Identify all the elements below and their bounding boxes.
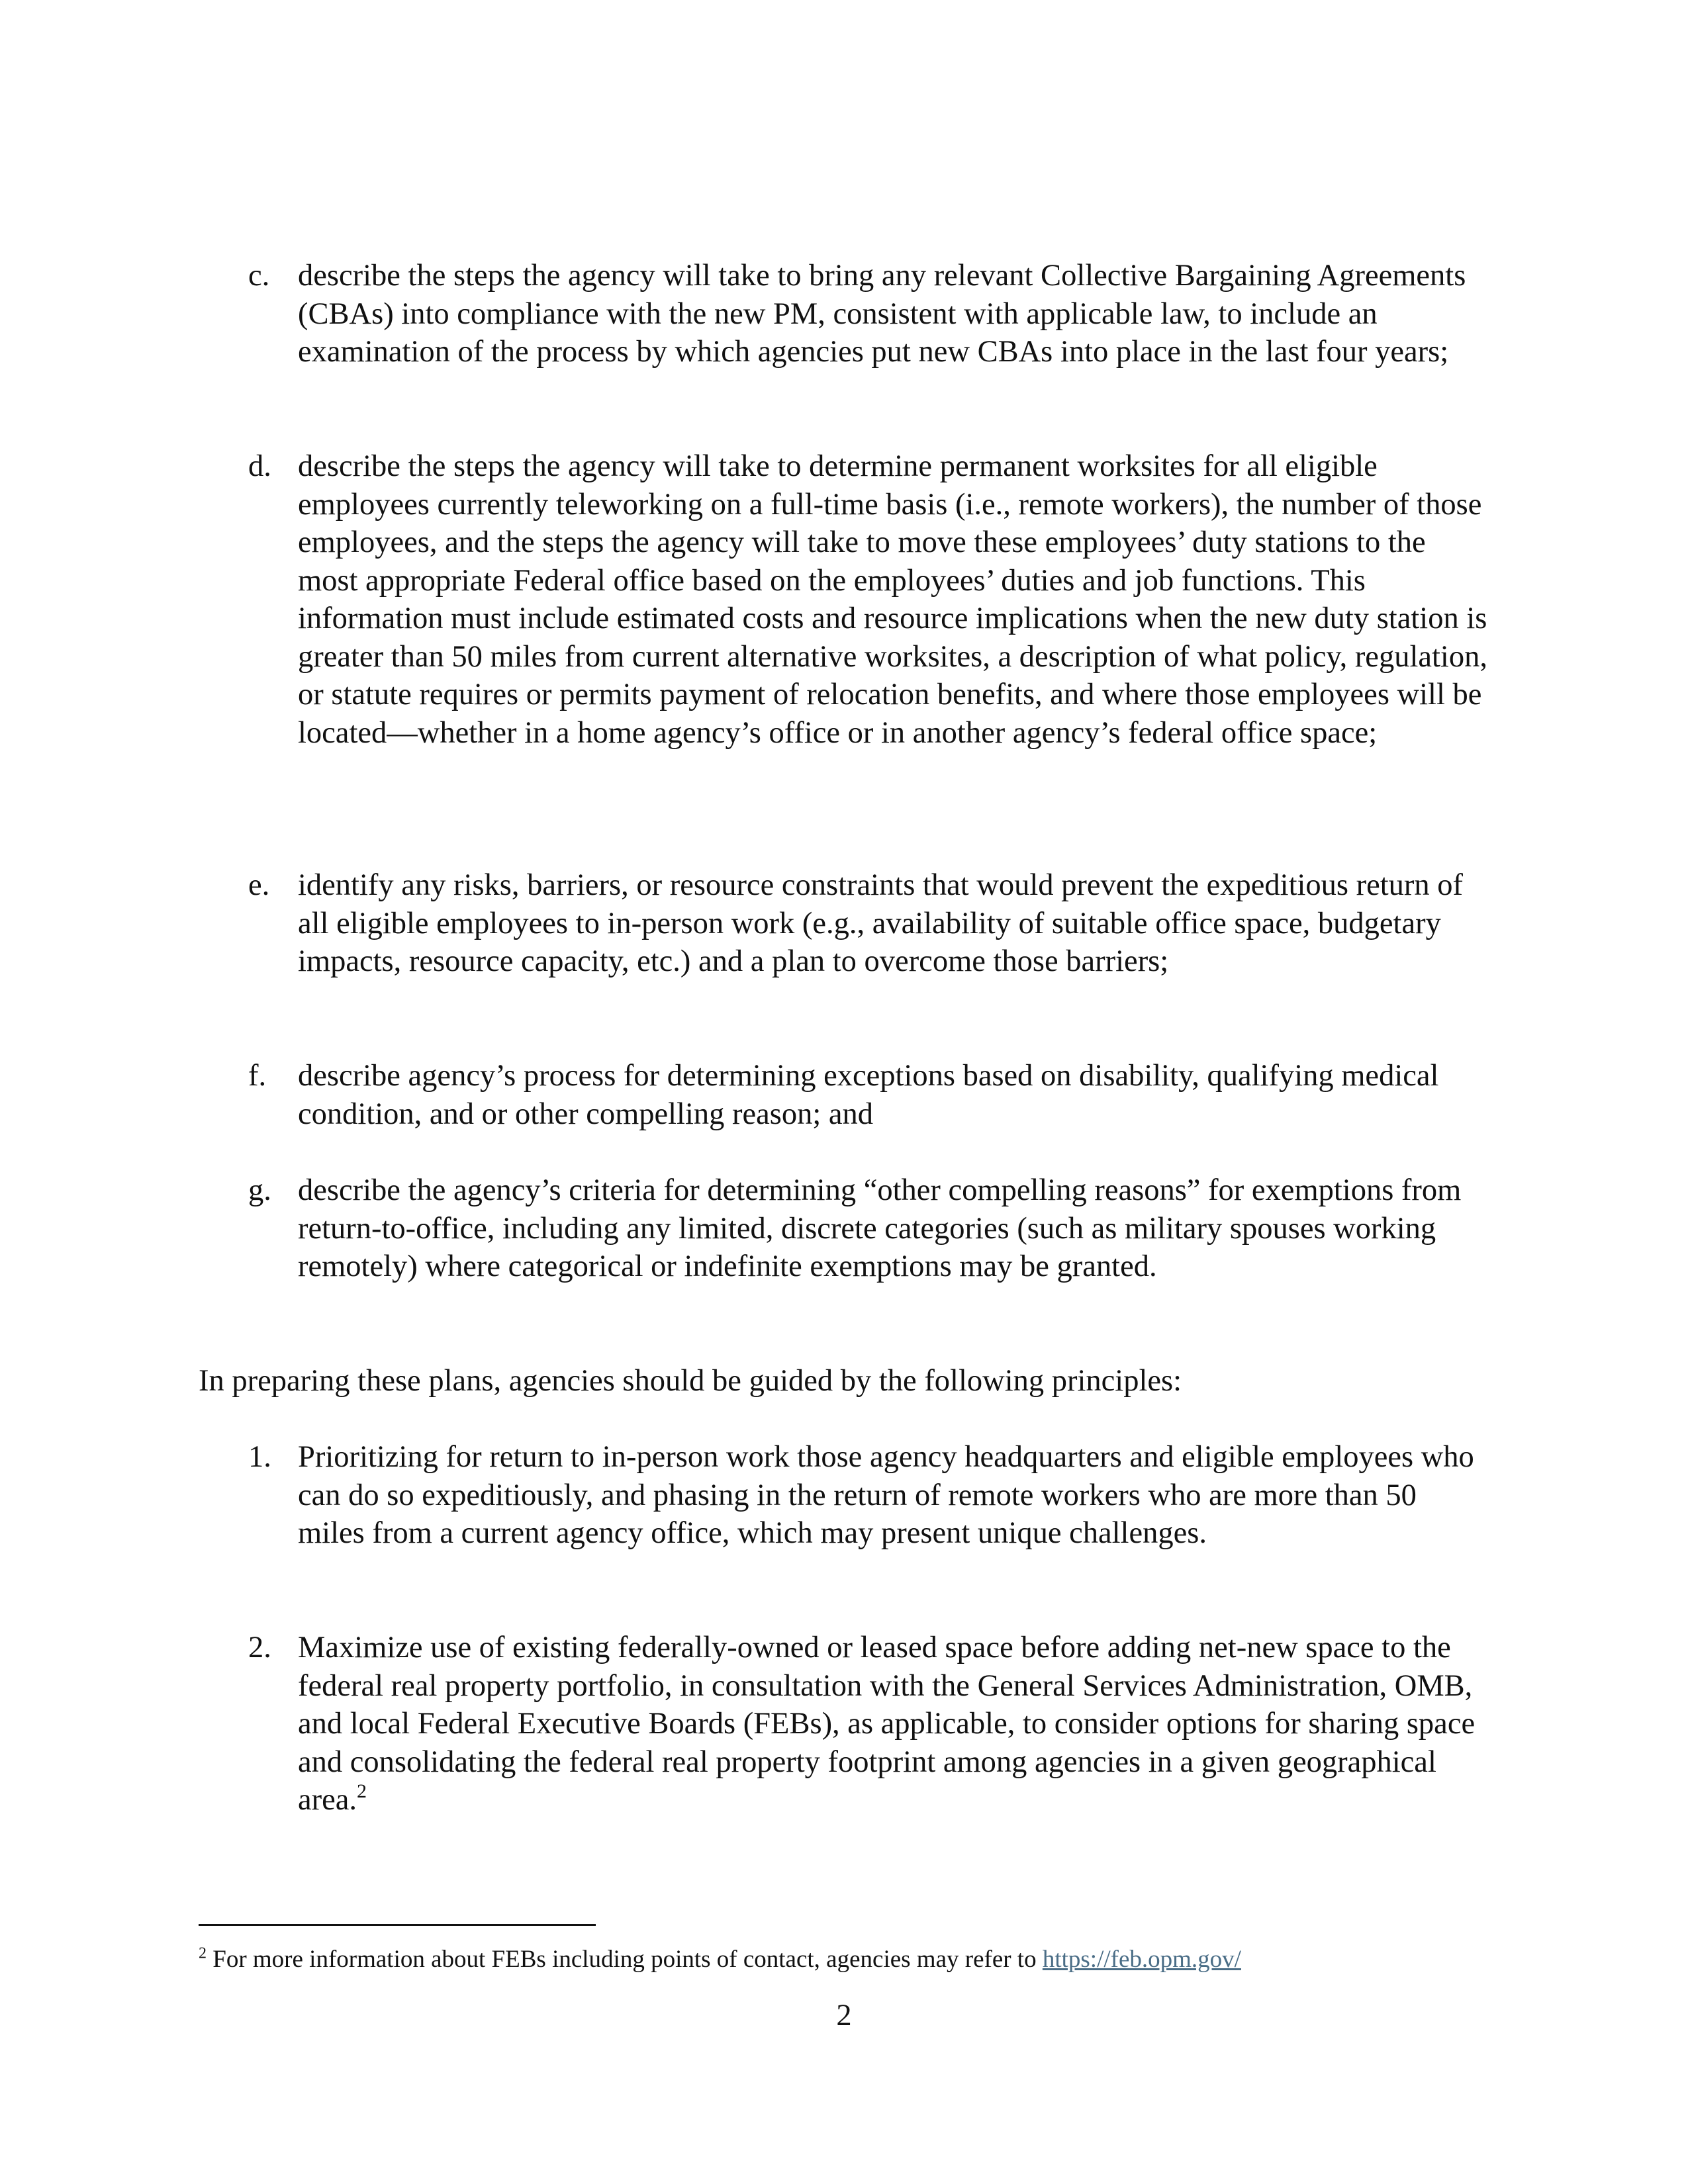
list-marker: 1. xyxy=(248,1440,271,1474)
list-item-text: describe the steps the agency will take to determine permanent worksites for all eligible employees currently teleworking on a full-time basis (i.e., remote workers), the number of those employees, and the steps the agency will take to move these employees’ duty stations to the most appropriate Federal office based on the employees’ duties and job functions. This information must include estimated costs and resource implications when the new duty station is greater than 50 miles from current alternative worksites, a description of what policy, regulation, or statute requires or permits payment of relocation benefits, and where those employees will be located—whether in a home agency’s office or in another agency’s federal office space; xyxy=(298,449,1487,750)
footnote-link[interactable]: https://feb.opm.gov/ xyxy=(1042,1946,1241,1973)
principles-intro: In preparing these plans, agencies should be guided by the following principles: xyxy=(199,1364,1182,1398)
list-marker: c. xyxy=(248,259,270,293)
footnote-divider xyxy=(199,1924,596,1926)
footnote-reference[interactable]: 2 xyxy=(357,1780,367,1802)
list-item-e xyxy=(248,866,1489,981)
page-number: 2 xyxy=(836,1999,852,2032)
footnote-number: 2 xyxy=(199,1944,207,1962)
principle-text: Maximize use of existing federally-owned or leased space before adding net-new space to the federal real property portfolio, in consultation with the General Services Administration, OMB, and local Federal Executive Boards (FEBs), as applicable, to consider options for sharing space and consolidating the federal real property footprint among agencies in a given geographical area. xyxy=(298,1631,1476,1817)
list-marker: g. xyxy=(248,1173,271,1207)
principle-text-wrapper xyxy=(298,1629,1489,1819)
principle-item-1 xyxy=(248,1438,1489,1553)
list-marker: e. xyxy=(248,868,270,902)
list-marker: f. xyxy=(248,1059,267,1093)
list-item-text: identify any risks, barriers, or resource constraints that would prevent the expeditious return of all eligible employees to in-person work (e.g., availability of suitable office space, budgetary impacts, resource capacity, etc.) and a plan to overcome those barriers; xyxy=(298,868,1464,978)
footnote-text: For more information about FEBs including points of contact, agencies may refer to xyxy=(212,1946,1043,1973)
list-item-c xyxy=(248,257,1489,371)
list-item-text: describe the steps the agency will take to bring any relevant Collective Bargaining Agreements (CBAs) into compliance with the new PM, consistent with applicable law, to include an examination of the process by which agencies put new CBAs into place in the last four years; xyxy=(298,259,1466,369)
principle-text: Prioritizing for return to in-person work those agency headquarters and eligible employees who can do so expeditiously, and phasing in the return of remote workers who are more than 50 miles from a current agency office, which may present unique challenges. xyxy=(298,1440,1474,1550)
list-marker: d. xyxy=(248,449,271,483)
principle-item-2 xyxy=(248,1629,1489,1819)
list-item-d xyxy=(248,447,1489,752)
list-item-text: describe the agency’s criteria for determining “other compelling reasons” for exemptions from return-to-office, including any limited, discrete categories (such as military spouses working remotely) where categorical or indefinite exemptions may be granted. xyxy=(298,1173,1462,1283)
footnote xyxy=(199,1944,1489,1975)
list-item-g xyxy=(248,1171,1489,1286)
list-item-f xyxy=(248,1057,1489,1133)
list-item-text: describe agency’s process for determining exceptions based on disability, qualifying medical condition, and or other compelling reason; and xyxy=(298,1059,1439,1131)
list-marker: 2. xyxy=(248,1631,271,1664)
